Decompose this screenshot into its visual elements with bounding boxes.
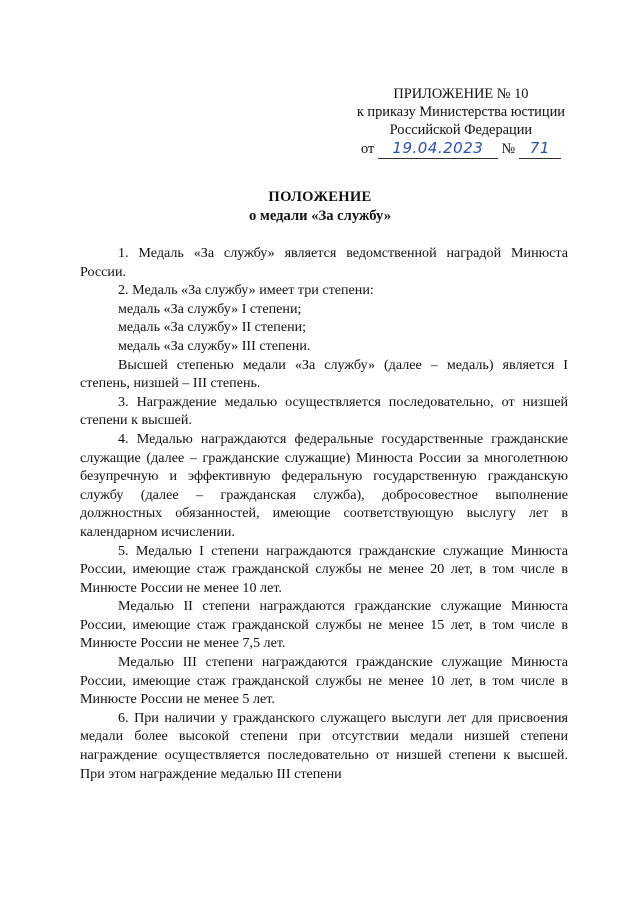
paragraph-2: 2. Медаль «За службу» имеет три степени: bbox=[118, 282, 374, 299]
document-subtitle: о медали «За службу» bbox=[248, 208, 392, 224]
order-number-handwritten: 71 bbox=[529, 139, 550, 157]
order-date-field bbox=[378, 139, 498, 159]
order-date-line bbox=[357, 139, 565, 159]
paragraph-1: 1. Медаль «За службу» является ведомственной наградой Минюста России. bbox=[80, 245, 568, 280]
degree-item-3: медаль «За службу» III степени. bbox=[118, 337, 311, 354]
order-number-field bbox=[519, 139, 561, 159]
document-title-block bbox=[0, 188, 640, 226]
federation-line: Российской Федерации bbox=[389, 122, 533, 138]
paragraph-5: 5. Медалью I степени награждаются гражданские служащие Минюста России, имеющие стаж гражданской службы не менее 20 лет, в том числе в Минюсте России не менее 10 лет. bbox=[80, 542, 568, 596]
degree-item-1: медаль «За службу» I степени; bbox=[118, 300, 302, 317]
paragraph-highest-degree: Высшей степенью медали «За службу» (далее – медаль) является I степень, низшей – III степень. bbox=[80, 356, 568, 392]
paragraph-3: 3. Награждение медалью осуществляется последовательно, от низшей степени к высшей. bbox=[80, 393, 568, 429]
paragraph-5-degree-2: Медалью II степени награждаются гражданские служащие Минюста России, имеющие стаж гражданской службы не менее 15 лет, в том числе в Минюсте России не менее 7,5 лет. bbox=[80, 598, 568, 652]
appendix-header bbox=[357, 85, 565, 159]
paragraph-6: 6. При наличии у гражданского служащего выслуги лет для присвоения медали более высокой степени при отсутствии медали низшей степени награждение осуществляется последовательно от низшей степени к высшей. При этом награждение медалью III степени bbox=[80, 709, 568, 782]
appendix-title: ПРИЛОЖЕНИЕ № 10 bbox=[393, 86, 529, 102]
degree-item-2: медаль «За службу» II степени; bbox=[118, 319, 307, 336]
document-title: ПОЛОЖЕНИЕ bbox=[268, 189, 372, 205]
from-label: от bbox=[360, 141, 375, 157]
paragraph-4: 4. Медалью награждаются федеральные государственные гражданские служащие (далее – гражданские служащие) Минюста России за многолетнюю безупречную и эффективную федеральную государственную гражданскую службу (далее – гражданская служба), добросовестное выполнение должностных обязанностей, имеющие соответствующую выслугу лет в календарном исчислении. bbox=[80, 430, 568, 540]
paragraph-5-degree-3: Медалью III степени награждаются гражданские служащие Минюста России, имеющие стаж гражданской службы не менее 10 лет, в том числе в Минюсте России не менее 5 лет. bbox=[80, 654, 568, 708]
order-date-handwritten: 19.04.2023 bbox=[392, 139, 484, 157]
number-label: № bbox=[501, 141, 516, 157]
order-reference: к приказу Министерства юстиции bbox=[356, 104, 565, 120]
document-body bbox=[80, 244, 568, 783]
